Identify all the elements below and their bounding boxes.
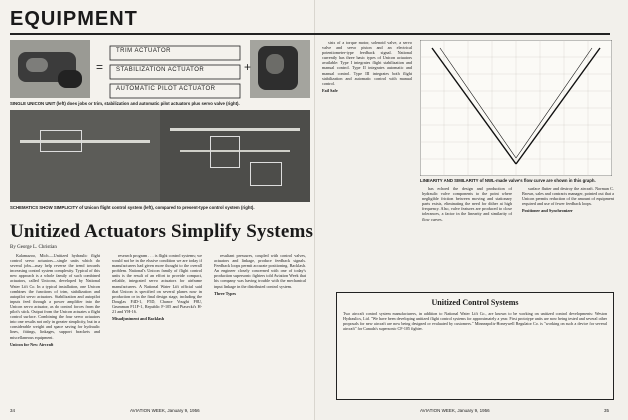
subhead-new-aircraft: Unicon for New Aircraft [10,341,54,347]
article-headline: Unitized Actuators Simplify Systems [10,221,314,242]
servo-valve-photo [250,40,310,98]
box-title: Unitized Control Systems [431,298,519,307]
schematic-caption: SCHEMATICS SHOW SIMPLICITY of Unicon flight control system (left), compared to present-type control system (right). [10,205,255,210]
diagram-label-trim: TRIM ACTUATOR [116,48,171,54]
subhead-positioner: Positioner and Synchronizer [522,208,573,214]
left-page-number: 34 [10,408,16,413]
article-column-6: surface flutter and destroy the aircraft. Norman C. Brown, sales and contracts manager, pointed out that a Unicon permits reduction of the amount of equipment required and use of fewer feedback loops. Positioner and Synchronizer [522,186,614,214]
diagram-label-stabilization: STABILIZATION ACTUATOR [116,67,205,73]
subhead-fail-safe: Fail Safe [322,87,338,93]
header-rule [10,33,610,35]
right-issue-line: AVIATION WEEK, January 9, 1956 [420,408,490,413]
unit-caption: SINGLE UNICON UNIT (left) does jobs or trim, stabilization and automatic pilot actuators plus servo valve (right). [10,101,240,106]
unicon-equals-sign: = [96,60,104,74]
article-column-3: resultant pressures, coupled with control valves, actuators and linkage, produce feedback signals. Feedback loops permit accurate positioning. Backlash. An engineer closely concerned with one of today's production supersonic fighters told Aviation Week that his company was having trouble with the mechanical input linkage in the distributed control system. Three Types [214,253,306,296]
article-column-5: has echoed the design and production of hydraulic valve components to the point where negligible friction between moving and stationary parts exists, eliminating the need for dither at high frequency. Also, valve features are produced to close tolerances, a factor in the linearity and similarity of flow curves. [422,186,512,222]
article-column-4: sists of a torque motor, solenoid valve, a servo valve and servo piston and an electrical potentiometer-type feedback signal. National currently has three basic types of Unicon actuators available: Type I integrates flight stabilization and manual control. Type II integrates automatic and manual control. Type III integrates both flight stabilization and automatic control with manual control. Fail Safe [322,40,412,93]
section-header: EQUIPMENT [10,8,138,30]
subhead-three-types: Three Types [214,290,236,296]
article-byline: By George L. Christian [10,245,57,250]
left-issue-line: AVIATION WEEK, January 9, 1956 [130,408,200,413]
plus-symbol: + [244,60,252,74]
subhead-backlash: Misadjustment and Backlash [112,316,165,322]
linearity-caption: LINEARITY AND SIMILARITY of NWL-made valve's flow curve are shown in this graph. [420,178,596,183]
right-page-number: 35 [604,408,610,413]
box-body: Two aircraft control system manufacturers, in addition to National Water Lift Co., are known to be working on unitized control developments: Weston Hydraulics, Ltd. "We have been developing unitized flight control systems for approximately a year. First prototype units are now being tested and several other proposals for new aircraft are now being designed or evaluated by customers." Minneapolis-Honeywell Regulator Co. is "working on such a device for several aircraft" for Canada's supersonic CF-105 fighter. [343,311,607,331]
article-column-2: research program . . . is flight control systems; we would not be in the elusive condition we are today if manufacturers had given more thought to the overall problem. National's Unicon family of flight control units is the result of an effort to provide compact, reliable, integrated servo actuators for airframe manufacturers. A National Water Lift official said that Unicon is specified on several planes now in production or in the final design stage, including the Douglas F4D-1, F5D, Chance Vought F8U, Grumman F11F-1, Republic F-105 and Piasecki's H-21 and YH-16. Misadjustment and Backlash [112,253,202,322]
diagram-label-autopilot: AUTOMATIC PILOT ACTUATOR [116,86,216,92]
flow-curve-graph [420,40,612,176]
article-column-1: Kalamazoo, Mich.—Unitized hydraulic flight control servo actuators—single units which do several jobs—may help reverse the trend towards increasing control system complexity. Typical of this new approach is a whole family of such combined actuators, called Unicons, developed by National Water Lift Co. In a typical installation, one Unicon combines the functions of trim, stabilization and autopilot servo actuators. Stabilization and autopilot inputs feed through a power amplifier into the Unicon servo actuator, as do control forces from the pilot's stick. Output from the Unicon actuates a flight control surface. Combining the four servo actuators into one results not only in greater simplicity, but in a considerable weight and space saving for hydraulic lines, fittings, linkages, support brackets and miscellaneous equipment. Unicon for New Aircraft [10,253,100,347]
unicon-unit-photo [10,40,90,98]
schematic-photo [10,110,310,202]
unitized-control-systems-box [336,292,614,400]
